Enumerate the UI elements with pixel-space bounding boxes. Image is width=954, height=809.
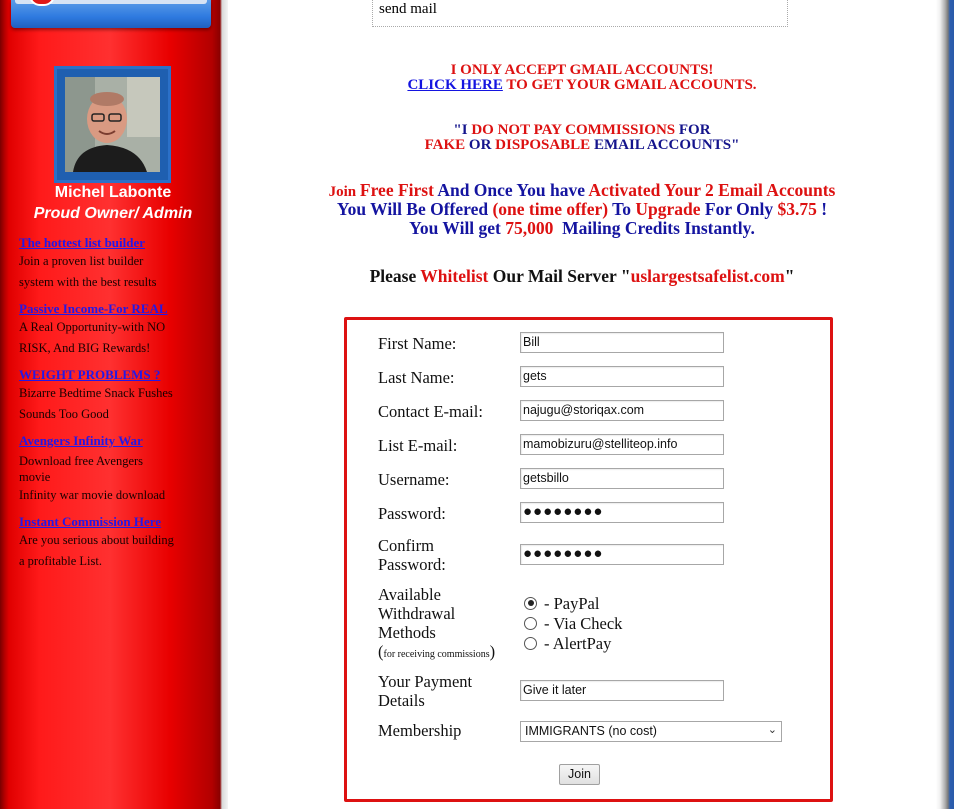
sidebar-ad-item xyxy=(19,300,194,359)
confirm-password-field[interactable]: ●●●●●●●● xyxy=(520,544,724,565)
window-right-border xyxy=(936,0,954,809)
commission-notice-line1: "I DO NOT PAY COMMISSIONS FOR xyxy=(453,122,711,138)
confirm-password-label: Confirm Password: xyxy=(378,536,446,574)
contact-email-field[interactable]: najugu@storiqax.com xyxy=(520,400,724,421)
owner-photo-frame xyxy=(54,66,171,183)
sidebar-ad-desc: Sounds Too Good xyxy=(19,407,109,421)
main-content xyxy=(228,0,936,809)
gmail-notice-line2: CLICK HERE TO GET YOUR GMAIL ACCOUNTS. xyxy=(407,77,757,93)
radio-selected-icon[interactable] xyxy=(524,597,537,610)
sidebar-ad-desc: Infinity war movie download xyxy=(19,488,166,502)
sidebar-ad-desc: A Real Opportunity-with NO xyxy=(19,320,166,334)
sidebar-ad-link-hottest-list-builder[interactable]: The hottest list builder xyxy=(19,235,146,250)
withdrawal-option-check[interactable]: - Via Check xyxy=(524,614,622,634)
offer-line1: Join Free First And Once You have Activated Your 2 Email Accounts xyxy=(328,180,836,200)
sidebar-ad-item xyxy=(19,366,194,425)
send-mail-text: send mail xyxy=(379,1,437,17)
sidebar-ad-item xyxy=(19,234,194,293)
sidebar-ad-desc: Join a proven list builder xyxy=(19,254,144,268)
sidebar-top-banner[interactable] xyxy=(11,0,211,28)
signup-form xyxy=(344,317,833,802)
join-button[interactable]: Join xyxy=(559,764,600,785)
sidebar-ad-desc: Are you serious about building xyxy=(19,533,174,547)
banner-badge-icon xyxy=(29,0,55,6)
sidebar-ad-desc: system with the best results xyxy=(19,275,157,289)
first-name-label: First Name: xyxy=(378,334,457,353)
sidebar-ad-desc: a profitable List. xyxy=(19,554,102,568)
sidebar xyxy=(0,0,228,809)
radio-icon[interactable] xyxy=(524,637,537,650)
withdrawal-methods-label: Available Withdrawal Methods (for receiving commissions) xyxy=(378,585,496,661)
username-field[interactable]: getsbillo xyxy=(520,468,724,489)
last-name-label: Last Name: xyxy=(378,368,455,387)
withdrawal-option-paypal[interactable]: - PayPal xyxy=(524,594,599,614)
payment-details-label: Your Payment Details xyxy=(378,672,473,710)
sidebar-ad-item xyxy=(19,513,194,572)
person-photo-icon xyxy=(65,77,160,172)
sidebar-ad-list xyxy=(19,234,194,579)
first-name-field[interactable]: Bill xyxy=(520,332,724,353)
get-gmail-link[interactable]: CLICK HERE xyxy=(407,77,503,93)
radio-icon[interactable] xyxy=(524,617,537,630)
sidebar-ad-desc: Download free Avengers xyxy=(19,454,144,468)
sidebar-ad-desc: RISK, And BIG Rewards! xyxy=(19,341,151,355)
owner-photo xyxy=(65,77,160,172)
list-email-field[interactable]: mamobizuru@stelliteop.info xyxy=(520,434,724,455)
password-label: Password: xyxy=(378,504,446,523)
list-email-label: List E-mail: xyxy=(378,436,458,455)
owner-name: Michel Labonte xyxy=(54,184,172,201)
sidebar-ad-desc: Bizarre Bedtime Snack Fushes xyxy=(19,386,173,400)
sidebar-ad-link-instant-commission[interactable]: Instant Commission Here xyxy=(19,514,162,529)
contact-email-label: Contact E-mail: xyxy=(378,402,483,421)
send-mail-box[interactable] xyxy=(372,0,788,27)
chevron-down-icon: ⌄ xyxy=(767,724,777,736)
commission-notice-line2: FAKE OR DISPOSABLE EMAIL ACCOUNTS" xyxy=(424,137,740,153)
offer-line3: You Will get 75,000 Mailing Credits Instantly. xyxy=(409,218,755,238)
withdrawal-option-alertpay[interactable]: - AlertPay xyxy=(524,634,611,654)
whitelist-notice: Please Whitelist Our Mail Server "uslargestsafelist.com" xyxy=(369,266,795,286)
membership-label: Membership xyxy=(378,721,462,740)
membership-select[interactable]: IMMIGRANTS (no cost) ⌄ xyxy=(520,721,782,742)
sidebar-ad-link-weight-problems[interactable]: WEIGHT PROBLEMS ? xyxy=(19,367,161,382)
sidebar-ad-link-passive-income[interactable]: Passive Income-For REAL xyxy=(19,301,168,316)
payment-details-field[interactable]: Give it later xyxy=(520,680,724,701)
sidebar-ad-link-avengers[interactable]: Avengers Infinity War xyxy=(19,433,143,448)
sidebar-ad-desc: movie xyxy=(19,470,51,484)
sidebar-ad-item xyxy=(19,432,194,506)
offer-line2: You Will Be Offered (one time offer) To Upgrade For Only $3.75 ! xyxy=(336,199,828,219)
last-name-field[interactable]: gets xyxy=(520,366,724,387)
owner-role: Proud Owner/ Admin xyxy=(33,205,193,222)
gmail-notice-line1: I ONLY ACCEPT GMAIL ACCOUNTS! xyxy=(450,62,714,78)
password-field[interactable]: ●●●●●●●● xyxy=(520,502,724,523)
username-label: Username: xyxy=(378,470,450,489)
